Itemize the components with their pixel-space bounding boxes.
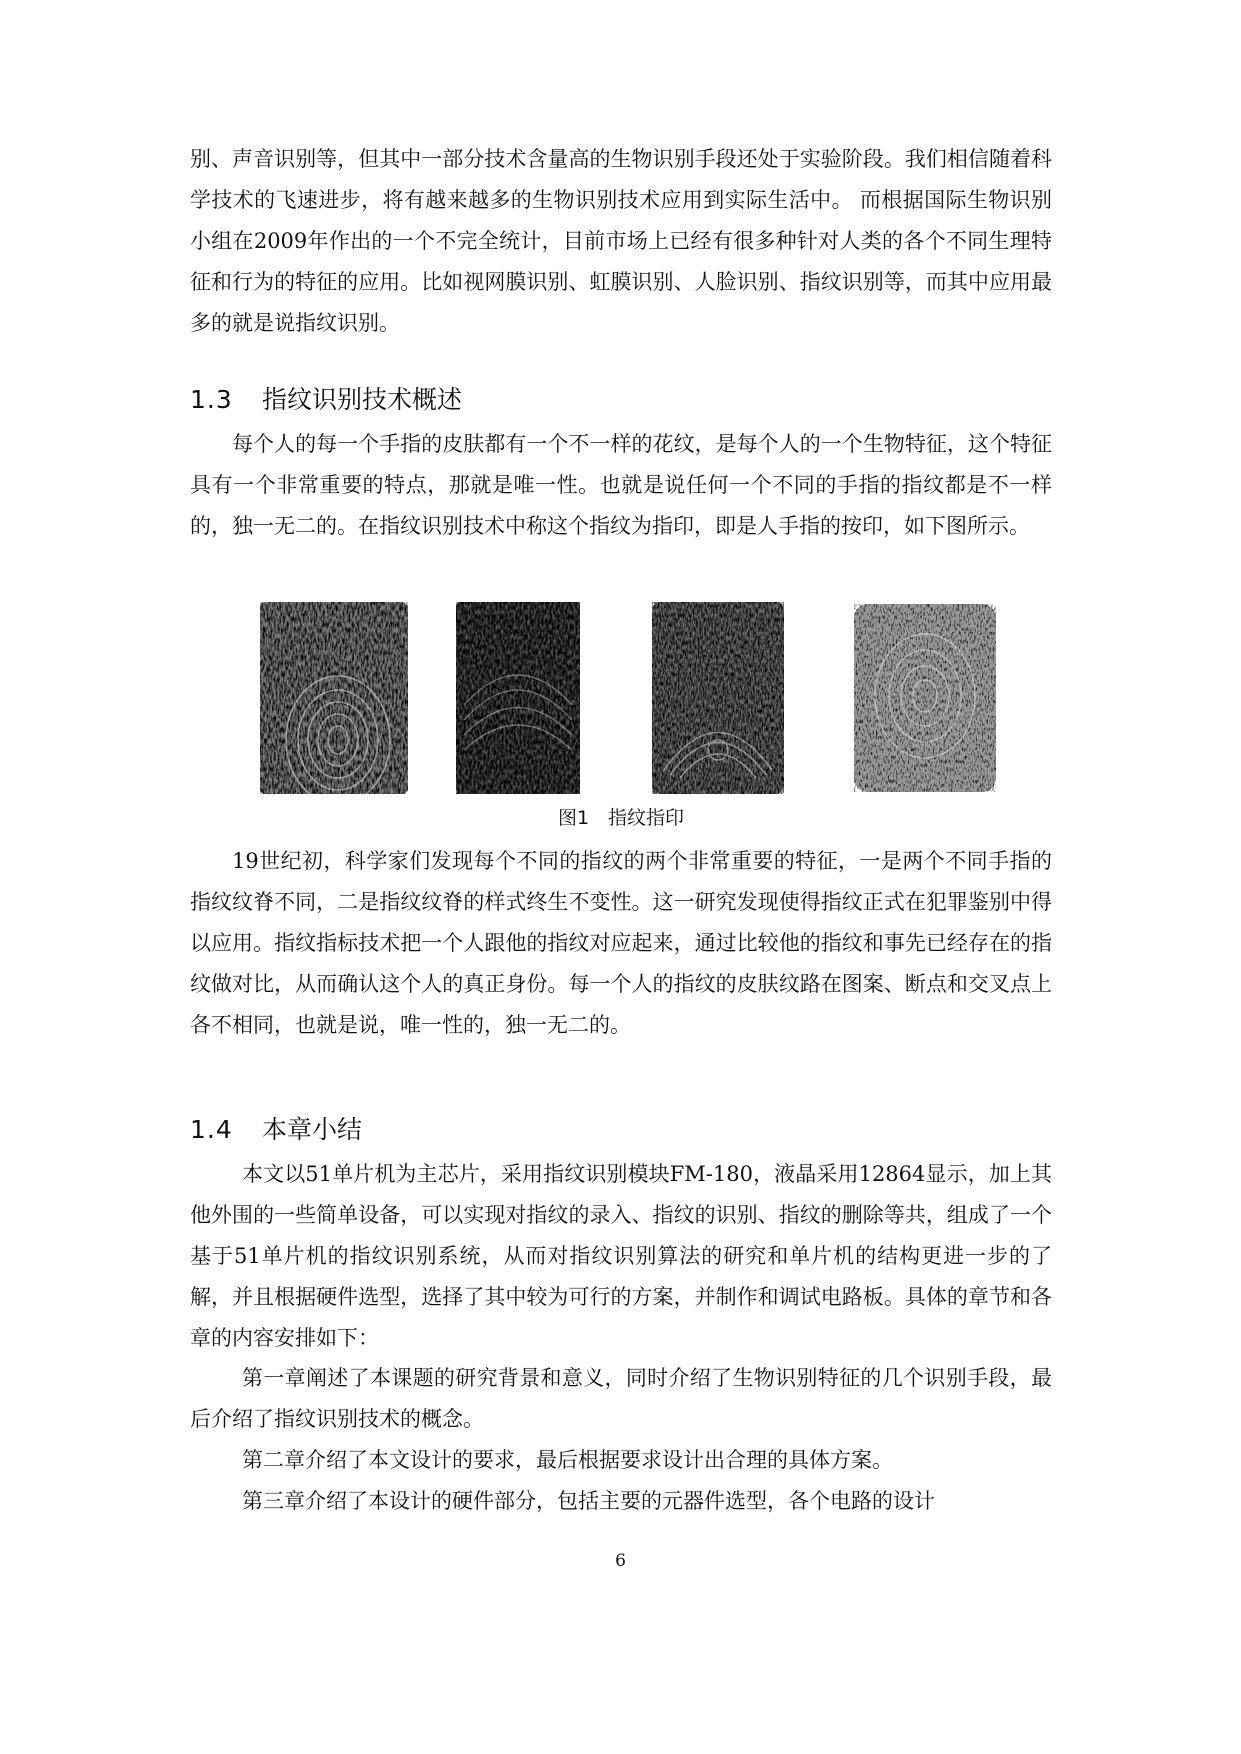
paragraph-chapter2: 第二章介绍了本文设计的要求，最后根据要求设计出合理的具体方案。 bbox=[242, 1448, 893, 1472]
section-heading-1-3 bbox=[190, 380, 1052, 420]
section-number: 1.3 bbox=[190, 385, 233, 414]
section-title: 本章小结 bbox=[262, 1115, 363, 1144]
figure-caption: 图1 指纹指印 bbox=[557, 807, 685, 829]
paragraph-intro: 别、声音识别等，但其中一部分技术含量高的生物识别手段还处于实验阶段。我们相信随着科学技术的飞速进步，将有越来越多的生物识别技术应用到实际生活中。 而根据国际生物识别小组在2009年作出的一个不完全统计，目前市场上已经有很多种针对人类的各个不同生理特征和行为的特征的应用。比如视网膜识别、虹膜识别、人脸识别、指纹识别等，而其中应用最多的就是说指纹识别。 bbox=[190, 147, 1052, 335]
paragraph-summary: 本文以51单片机为主芯片，采用指纹识别模块FM-180，液晶采用12864显示，加上其他外围的一些简单设备，可以实现对指纹的录入、指纹的识别、指纹的删除等共，组成了一个基于51单片机的指纹识别系统，从而对指纹识别算法的研究和单片机的结构更进一步的了解，并且根据硬件选型，选择了其中较为可行的方案，并制作和调试电路板。具体的章节和各章的内容安排如下： bbox=[190, 1162, 1052, 1350]
section-heading-1-4 bbox=[190, 1110, 1052, 1150]
fingerprint-image-4 bbox=[850, 600, 1000, 796]
paragraph-chapter3: 第三章介绍了本设计的硬件部分，包括主要的元器件选型，各个电路的设计 bbox=[242, 1489, 935, 1513]
section-number: 1.4 bbox=[190, 1115, 233, 1144]
paragraph-chapter1: 第一章阐述了本课题的研究背景和意义，同时介绍了生物识别特征的几个识别手段，最后介绍了指纹识别技术的概念。 bbox=[190, 1366, 1052, 1431]
section-title: 指纹识别技术概述 bbox=[262, 385, 463, 414]
page-number: 6 bbox=[615, 1551, 626, 1571]
fingerprint-image-1 bbox=[258, 600, 410, 796]
fingerprint-image-3 bbox=[650, 600, 786, 796]
paragraph-overview: 每个人的每一个手指的皮肤都有一个不一样的花纹，是每个人的一个生物特征，这个特征具有一个非常重要的特点，那就是唯一性。也就是说任何一个不同的手指的指纹都是不一样的，独一无二的。在指纹识别技术中称这个指纹为指印，即是人手指的按印，如下图所示。 bbox=[190, 432, 1052, 538]
fingerprint-figure bbox=[258, 600, 1018, 800]
fingerprint-image-2 bbox=[454, 600, 582, 796]
paragraph-history: 19世纪初，科学家们发现每个不同的指纹的两个非常重要的特征，一是两个不同手指的指纹纹脊不同，二是指纹纹脊的样式终生不变性。这一研究发现使得指纹正式在犯罪鉴别中得以应用。指纹指标技术把一个人跟他的指纹对应起来，通过比较他的指纹和事先已经存在的指纹做对比，从而确认这个人的真正身份。每一个人的指纹的皮肤纹路在图案、断点和交叉点上各不相同，也就是说，唯一性的，独一无二的。 bbox=[190, 849, 1052, 1037]
